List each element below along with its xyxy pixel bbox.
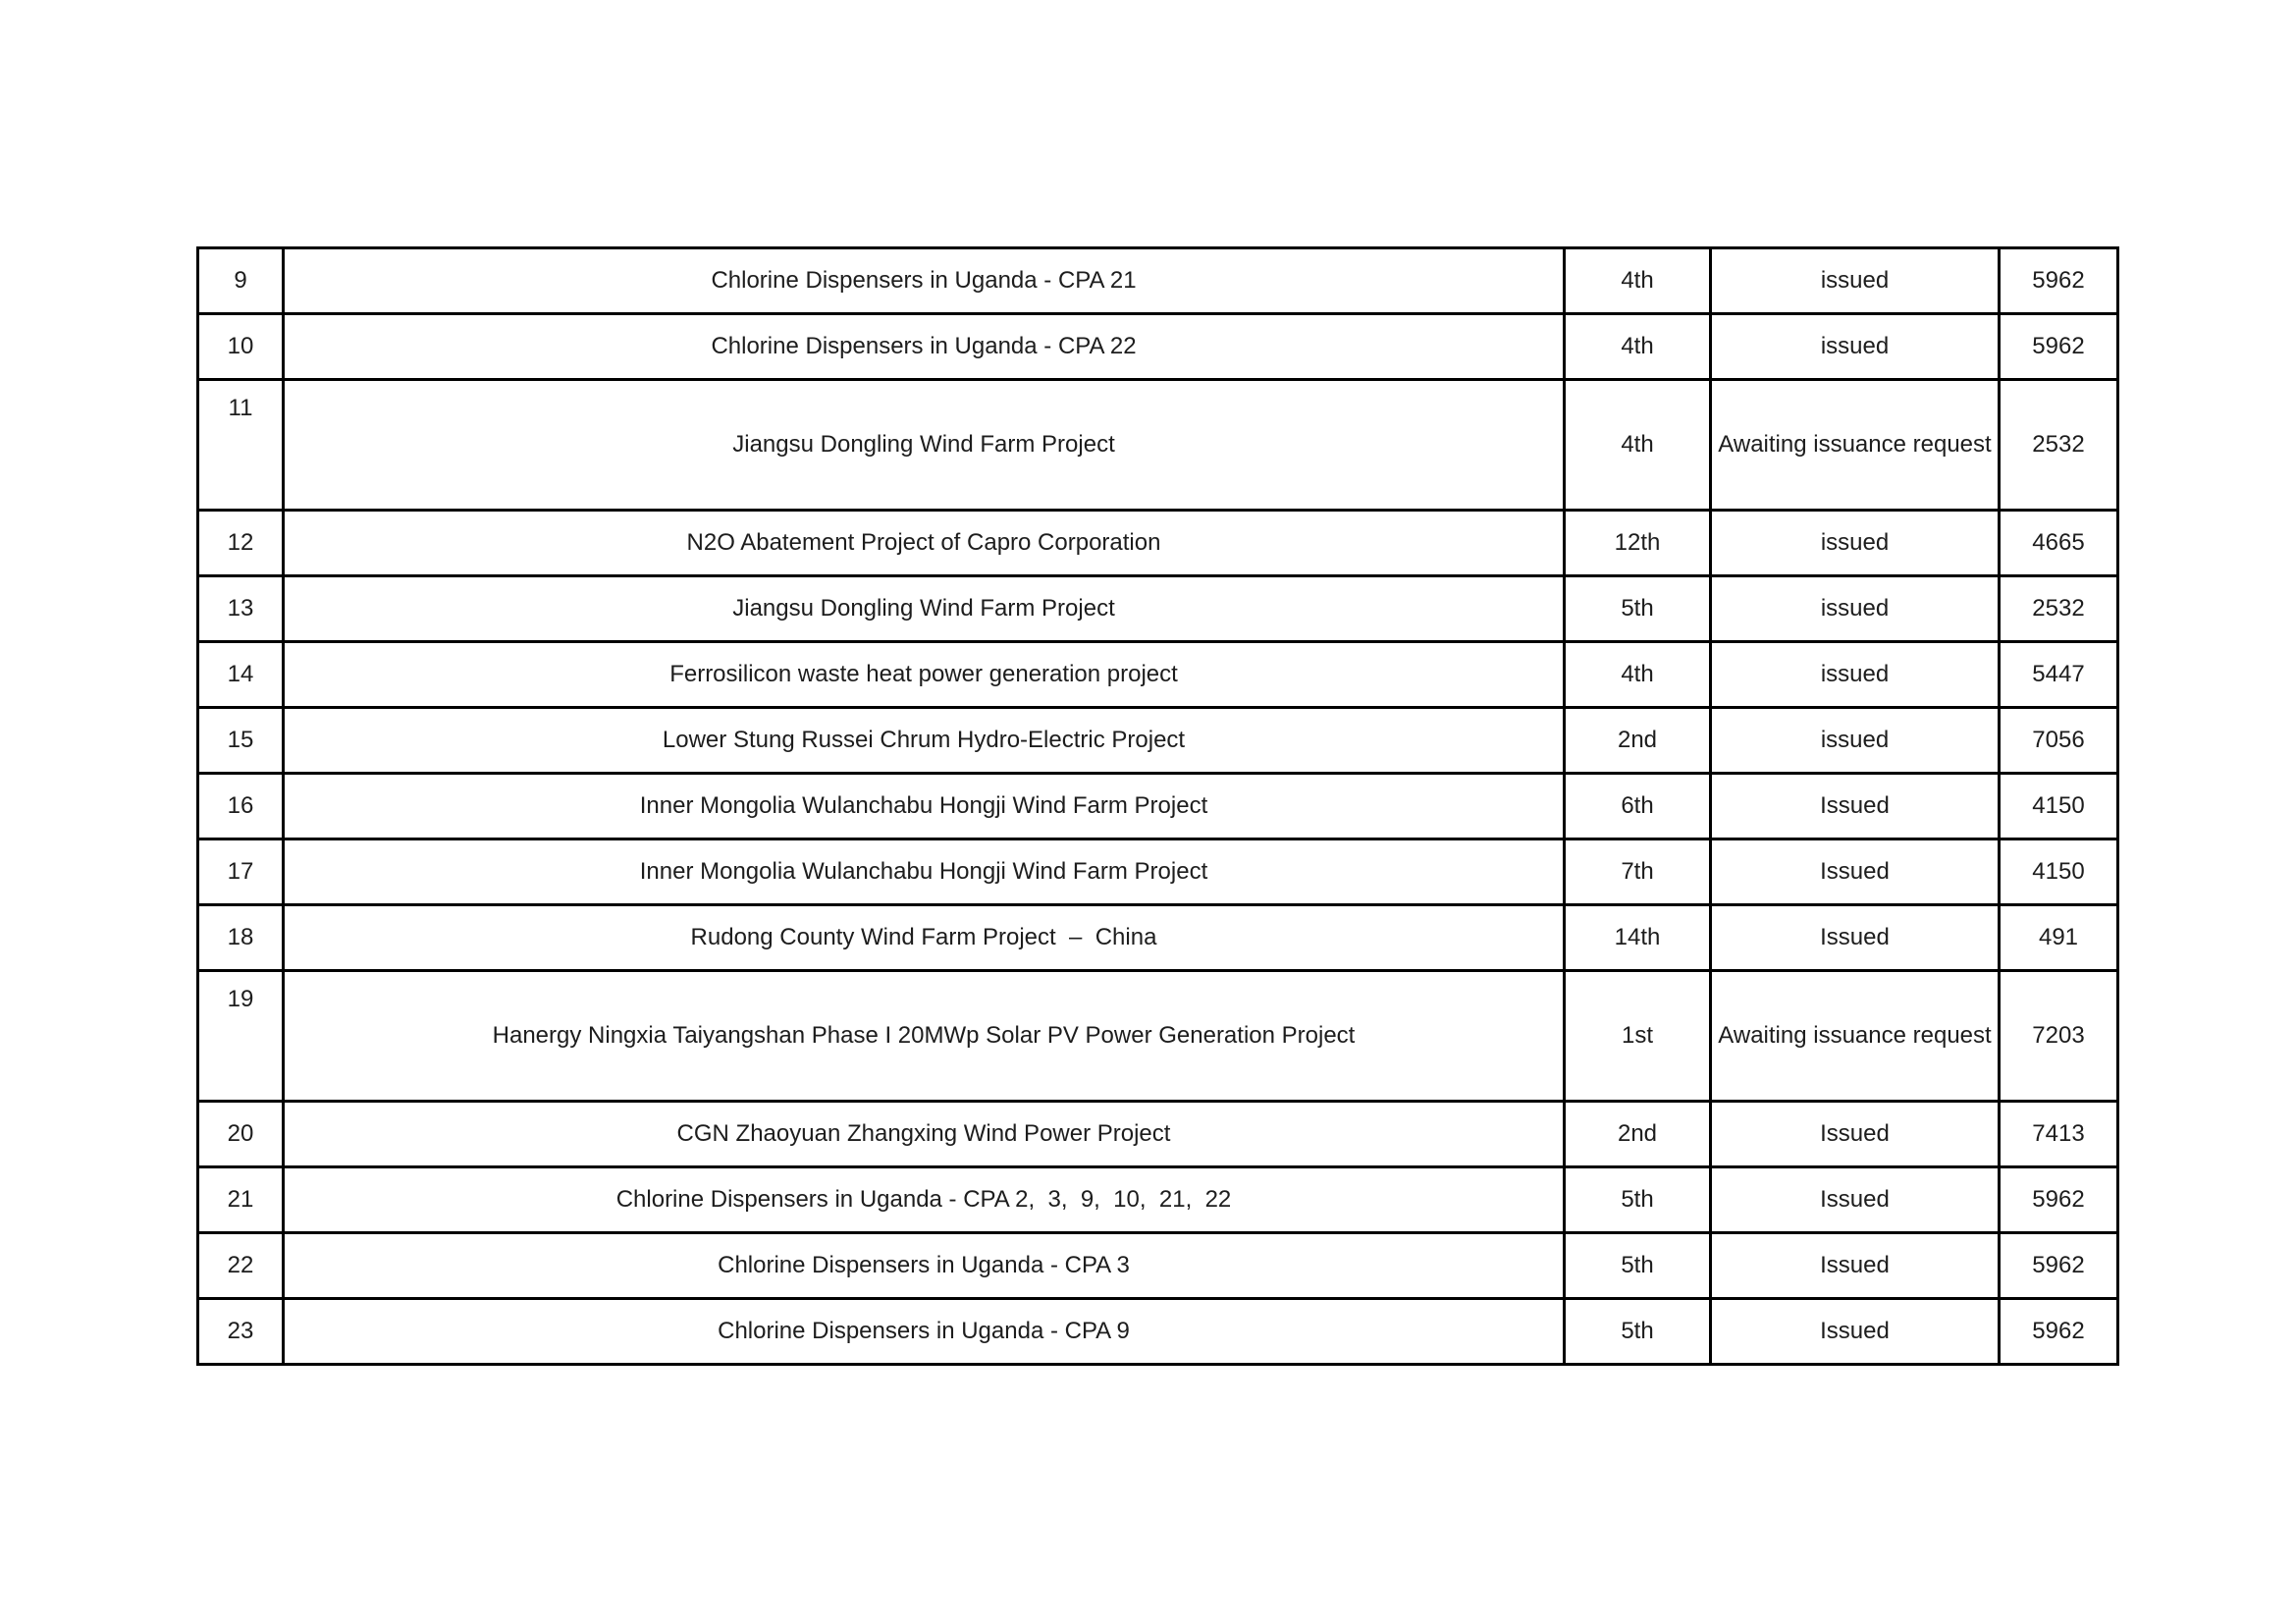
project-name-cell: Chlorine Dispensers in Uganda - CPA 9 (284, 1299, 1565, 1365)
issuance-ordinal-cell: 7th (1565, 839, 1711, 905)
table-row (198, 511, 2118, 576)
status-cell: Issued (1711, 774, 2000, 839)
project-name-cell: Jiangsu Dongling Wind Farm Project (284, 380, 1565, 511)
credits-value-cell: 5962 (2000, 248, 2118, 314)
project-name-cell: Chlorine Dispensers in Uganda - CPA 2, 3, 9, 10, 21, 22 (284, 1167, 1565, 1233)
credits-value-cell: 7203 (2000, 971, 2118, 1102)
table-row (198, 248, 2118, 314)
table-row (198, 380, 2118, 511)
credits-value-cell: 5447 (2000, 642, 2118, 708)
table-row (198, 839, 2118, 905)
project-name-cell: Chlorine Dispensers in Uganda - CPA 22 (284, 314, 1565, 380)
status-cell: issued (1711, 511, 2000, 576)
project-name-cell: Rudong County Wind Farm Project – China (284, 905, 1565, 971)
project-name-cell: Inner Mongolia Wulanchabu Hongji Wind Farm Project (284, 774, 1565, 839)
row-number-cell: 18 (198, 905, 284, 971)
status-cell: issued (1711, 248, 2000, 314)
table-row (198, 1167, 2118, 1233)
row-number-cell: 10 (198, 314, 284, 380)
project-name-cell: Jiangsu Dongling Wind Farm Project (284, 576, 1565, 642)
row-number-cell: 16 (198, 774, 284, 839)
issuance-ordinal-cell: 6th (1565, 774, 1711, 839)
status-cell: Issued (1711, 1102, 2000, 1167)
status-cell: issued (1711, 576, 2000, 642)
project-name-cell: Lower Stung Russei Chrum Hydro-Electric Project (284, 708, 1565, 774)
credits-value-cell: 4665 (2000, 511, 2118, 576)
table-row (198, 576, 2118, 642)
project-name-cell: N2O Abatement Project of Capro Corporation (284, 511, 1565, 576)
status-cell: Issued (1711, 1233, 2000, 1299)
credits-value-cell: 7413 (2000, 1102, 2118, 1167)
issuance-ordinal-cell: 4th (1565, 248, 1711, 314)
project-name-cell: Chlorine Dispensers in Uganda - CPA 21 (284, 248, 1565, 314)
status-cell: Issued (1711, 839, 2000, 905)
issuance-ordinal-cell: 14th (1565, 905, 1711, 971)
status-cell: issued (1711, 314, 2000, 380)
issuance-ordinal-cell: 5th (1565, 576, 1711, 642)
row-number-cell: 20 (198, 1102, 284, 1167)
row-number-cell: 22 (198, 1233, 284, 1299)
table-row (198, 314, 2118, 380)
credits-value-cell: 4150 (2000, 774, 2118, 839)
status-cell: Issued (1711, 1167, 2000, 1233)
status-cell: issued (1711, 708, 2000, 774)
issuance-ordinal-cell: 4th (1565, 642, 1711, 708)
row-number-cell: 13 (198, 576, 284, 642)
credits-value-cell: 2532 (2000, 576, 2118, 642)
credits-value-cell: 491 (2000, 905, 2118, 971)
issuance-ordinal-cell: 1st (1565, 971, 1711, 1102)
credits-value-cell: 5962 (2000, 1233, 2118, 1299)
project-name-cell: CGN Zhaoyuan Zhangxing Wind Power Project (284, 1102, 1565, 1167)
status-cell: Issued (1711, 1299, 2000, 1365)
row-number-cell: 15 (198, 708, 284, 774)
row-number-cell: 17 (198, 839, 284, 905)
issuance-ordinal-cell: 5th (1565, 1233, 1711, 1299)
row-number-cell: 21 (198, 1167, 284, 1233)
issuance-ordinal-cell: 4th (1565, 380, 1711, 511)
project-name-cell: Hanergy Ningxia Taiyangshan Phase I 20MWp Solar PV Power Generation Project (284, 971, 1565, 1102)
credits-value-cell: 4150 (2000, 839, 2118, 905)
row-number-cell: 19 (198, 971, 284, 1102)
row-number-cell: 9 (198, 248, 284, 314)
row-number-cell: 14 (198, 642, 284, 708)
projects-table-body (198, 248, 2118, 1365)
issuance-ordinal-cell: 5th (1565, 1299, 1711, 1365)
issuance-ordinal-cell: 2nd (1565, 708, 1711, 774)
row-number-cell: 11 (198, 380, 284, 511)
status-cell: Awaiting issuance request (1711, 380, 2000, 511)
issuance-ordinal-cell: 12th (1565, 511, 1711, 576)
status-cell: issued (1711, 642, 2000, 708)
row-number-cell: 12 (198, 511, 284, 576)
table-row (198, 1102, 2118, 1167)
table-row (198, 774, 2118, 839)
project-name-cell: Inner Mongolia Wulanchabu Hongji Wind Farm Project (284, 839, 1565, 905)
credits-value-cell: 5962 (2000, 314, 2118, 380)
project-name-cell: Chlorine Dispensers in Uganda - CPA 3 (284, 1233, 1565, 1299)
issuance-ordinal-cell: 5th (1565, 1167, 1711, 1233)
status-cell: Awaiting issuance request (1711, 971, 2000, 1102)
credits-value-cell: 7056 (2000, 708, 2118, 774)
credits-value-cell: 5962 (2000, 1167, 2118, 1233)
status-cell: Issued (1711, 905, 2000, 971)
table-row (198, 1233, 2118, 1299)
project-name-cell: Ferrosilicon waste heat power generation project (284, 642, 1565, 708)
table-row (198, 708, 2118, 774)
table-row (198, 905, 2118, 971)
credits-value-cell: 5962 (2000, 1299, 2118, 1365)
table-row (198, 1299, 2118, 1365)
issuance-ordinal-cell: 2nd (1565, 1102, 1711, 1167)
table-row (198, 971, 2118, 1102)
credits-value-cell: 2532 (2000, 380, 2118, 511)
row-number-cell: 23 (198, 1299, 284, 1365)
projects-table (196, 246, 2119, 1366)
issuance-ordinal-cell: 4th (1565, 314, 1711, 380)
table-row (198, 642, 2118, 708)
